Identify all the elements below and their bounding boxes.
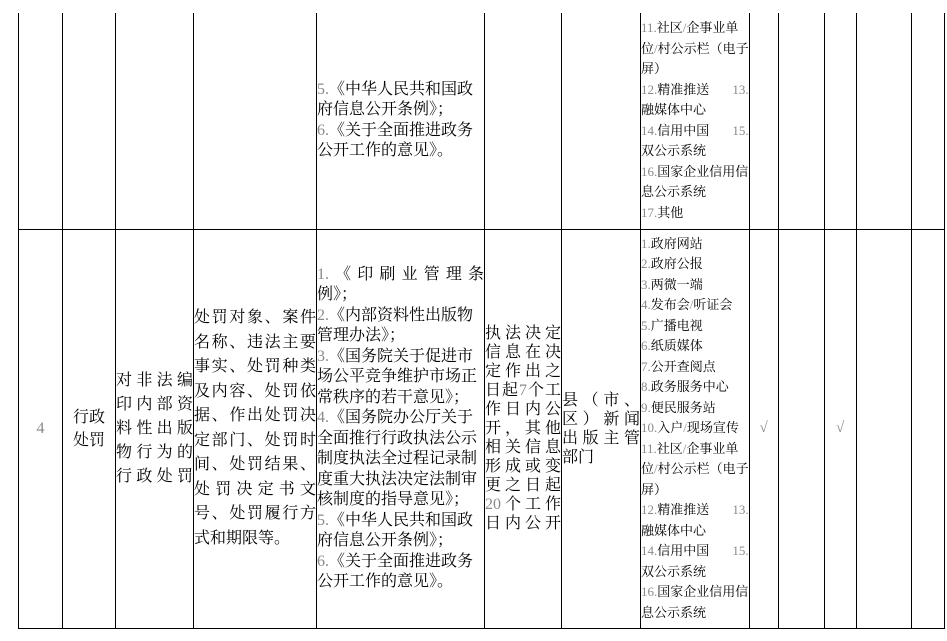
cell-item-name: 对非法编 印内部资 料性出版 物行为的 行政处罚 — [116, 229, 194, 628]
cell-category: 行政 处罚 — [63, 229, 116, 628]
cont-cell-check-3 — [824, 13, 856, 229]
cell-responsible-authority: 县（市、 区）新闻 出版主管 部门 — [562, 229, 641, 628]
cell-check-mark-1: √ — [749, 229, 778, 628]
cont-cell-check-2 — [778, 13, 824, 229]
table-row-continuation — [19, 13, 945, 229]
cell-check-mark-3: √ — [824, 229, 856, 628]
cont-cell-legal-basis: 5.《中华人民共和国政 府信息公开条例》； 6.《关于全面推进政务 公开工作的意见》。 — [317, 13, 485, 229]
cont-cell-channels: 11.社区/企事业单 位/村公示栏（电子 屏） 12.精准推送 13. 融媒体中心 14.信用中国 15. 双公示系统 16.国家企业信用信 息公示系统 17.其他 — [641, 13, 750, 229]
cell-check-2 — [778, 229, 824, 628]
table-row-4 — [19, 229, 945, 628]
cell-legal-basis: 1.《印刷业管理条 例》； 2.《内部资料性出版物 管理办法》； 3.《国务院关于促进市 场公平竞争维护市场正 常秩序的若干意见》； 4.《国务院办公厅关于 全面推行行政执法公示 制度执法全过程记录制 度重大执法决定法制审 核制度的指导意见》； 5.《中华人民共和国政 府信息公开条例》； 6.《关于全面推进政务 公开工作的意见》。 — [317, 229, 485, 628]
cont-cell-check-1 — [749, 13, 778, 229]
cont-cell-timing — [485, 13, 562, 229]
cont-cell-category — [63, 13, 116, 229]
cont-cell-authority — [562, 13, 641, 229]
cell-disclosure-timing: 执法决定 信息在决 定作出之 日起7个工 作日内公 开，其他 相关信息 形成或变 更之日起 20个工作 日内公开 — [485, 229, 562, 628]
cont-cell-item — [116, 13, 194, 229]
cont-cell-content — [194, 13, 317, 229]
cell-check-4 — [856, 229, 911, 628]
cont-cell-check-4 — [856, 13, 911, 229]
cell-disclosure-content: 处罚对象、案件 名称、违法主要 事实、处罚种类 及内容、处罚依 据、作出处罚决 定部门、处罚时 间、处罚结果、 处罚决定书文 号、处罚履行方 式和期限等。 — [194, 229, 317, 628]
cell-check-5 — [911, 229, 944, 628]
cont-cell-seq — [19, 13, 63, 229]
disclosure-table — [18, 13, 945, 629]
cell-disclosure-channels: 1.政府网站 2.政府公报 3.两微一端 4.发布会/听证会 5.广播电视 6.纸质媒体 7.公开查阅点 8.政务服务中心 9.便民服务站 10.入户/现场宣传 11.社区/企事业单 位/村公示栏（电子 屏） 12.精准推送 13. 融媒体中心 14.信用中国 15. 双公示系统 16.国家企业信用信 息公示系统 — [641, 229, 750, 628]
cont-cell-check-5 — [911, 13, 944, 229]
cell-seq-number: 4 — [19, 229, 63, 628]
